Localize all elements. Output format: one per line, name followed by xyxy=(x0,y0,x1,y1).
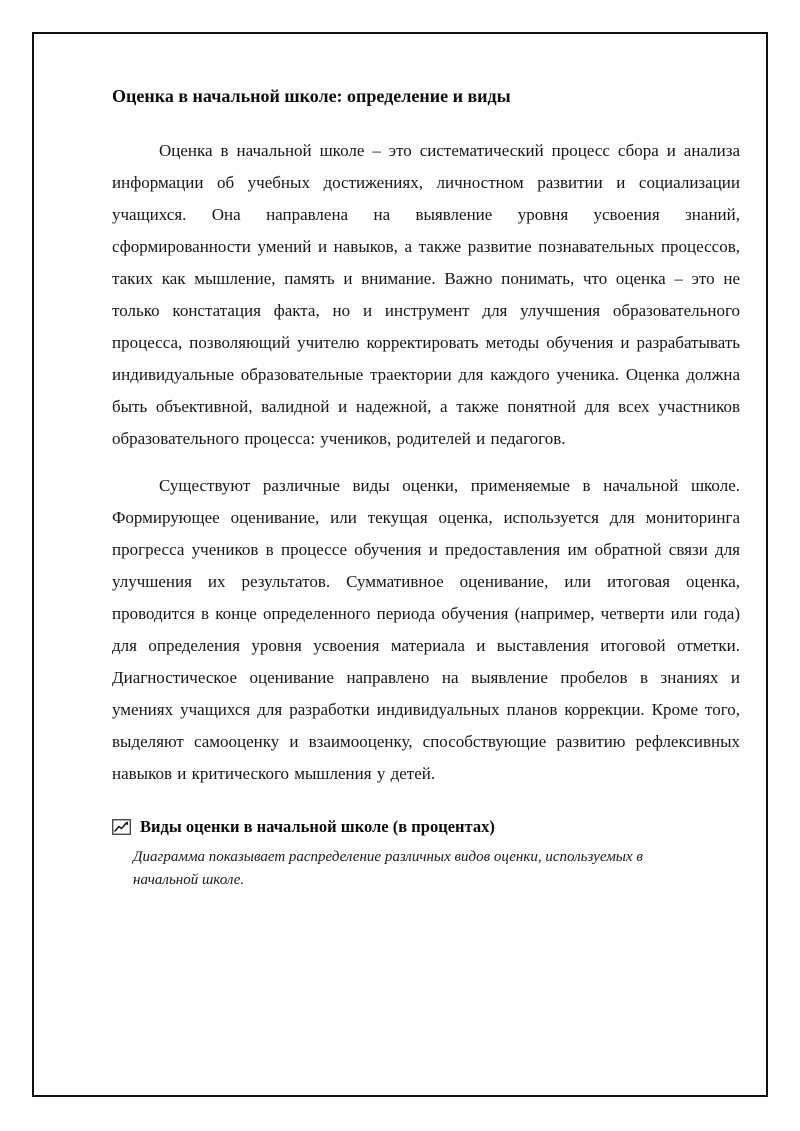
chart-line-icon xyxy=(112,819,131,835)
figure-caption-description: Диаграмма показывает распределение различных видов оценки, используемых в начальной школе. xyxy=(133,849,643,888)
figure-caption-title: Виды оценки в начальной школе (в процентах) xyxy=(140,817,495,836)
figure-caption-title-row xyxy=(112,816,740,838)
paragraph-definition: Оценка в начальной школе – это систематический процесс сбора и анализа информации об учебных достижениях, личностном развитии и социализации учащихся. Она направлена на выявление уровня усвоения знаний, сформированности умений и навыков, а также развитие познавательных процессов, таких как мышление, память и внимание. Важно понимать, что оценка – это не только констатация факта, но и инструмент для улучшения образовательного процесса, позволяющий учителю корректировать методы обучения и разрабатывать индивидуальные образовательные траектории для каждого ученика. Оценка должна быть объективной, валидной и надежной, а также понятной для всех участников образовательного процесса: учеников, родителей и педагогов. xyxy=(112,141,740,448)
document-title: Оценка в начальной школе: определение и виды xyxy=(112,86,511,106)
page-border-frame xyxy=(32,32,768,1097)
paragraph-assessment-types: Существуют различные виды оценки, применяемые в начальной школе. Формирующее оценивание, или текущая оценка, используется для мониторинга прогресса учеников в процессе обучения и предоставления им обратной связи для улучшения их результатов. Суммативное оценивание, или итоговая оценка, проводится в конце определенного периода обучения (например, четверти или года) для определения уровня усвоения материала и выставления итоговой отметки. Диагностическое оценивание направлено на выявление пробелов в знаниях и умениях учащихся для разработки индивидуальных планов коррекции. Кроме того, выделяют самооценку и взаимооценку, способствующие развитию рефлексивных навыков и критического мышления у детей. xyxy=(112,476,740,783)
figure-caption-block xyxy=(112,816,740,892)
